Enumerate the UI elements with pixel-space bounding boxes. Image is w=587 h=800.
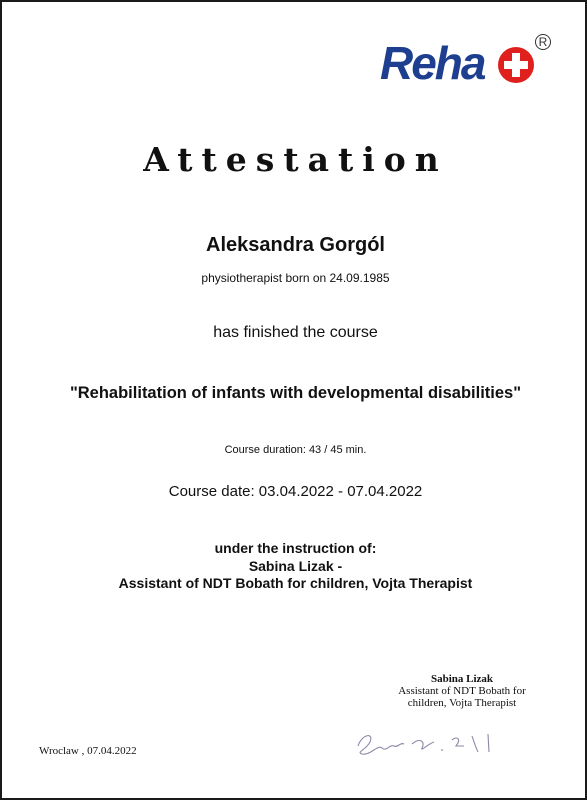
signature-block <box>362 673 562 709</box>
instructor-title: Assistant of NDT Bobath for children, Vojta Therapist <box>118 575 473 591</box>
signatory-title-line2: children, Vojta Therapist <box>407 697 517 709</box>
registered-mark: R <box>535 34 551 50</box>
course-title: "Rehabilitation of infants with developmental disabilities" <box>69 384 522 402</box>
handwritten-signature <box>348 714 548 764</box>
signatory-name: Sabina Lizak <box>430 673 494 685</box>
document-title: Attestation <box>143 140 448 179</box>
finished-text: has finished the course <box>213 324 378 341</box>
recipient-name: Aleksandra Gorgól <box>206 234 385 256</box>
instructor-name: Sabina Lizak - <box>248 558 343 574</box>
red-cross-icon <box>497 46 535 84</box>
course-date: Course date: 03.04.2022 - 07.04.2022 <box>168 483 423 500</box>
place-and-date: Wroclaw , 07.04.2022 <box>39 745 137 757</box>
reha-logo <box>380 36 555 92</box>
recipient-description: physiotherapist born on 24.09.1985 <box>201 271 390 285</box>
course-duration: Course duration: 43 / 45 min. <box>224 444 367 456</box>
logo-brand-text: Reha <box>380 37 485 89</box>
instruction-heading: under the instruction of: <box>214 540 377 556</box>
signatory-title-line1: Assistant of NDT Bobath for <box>398 685 526 697</box>
